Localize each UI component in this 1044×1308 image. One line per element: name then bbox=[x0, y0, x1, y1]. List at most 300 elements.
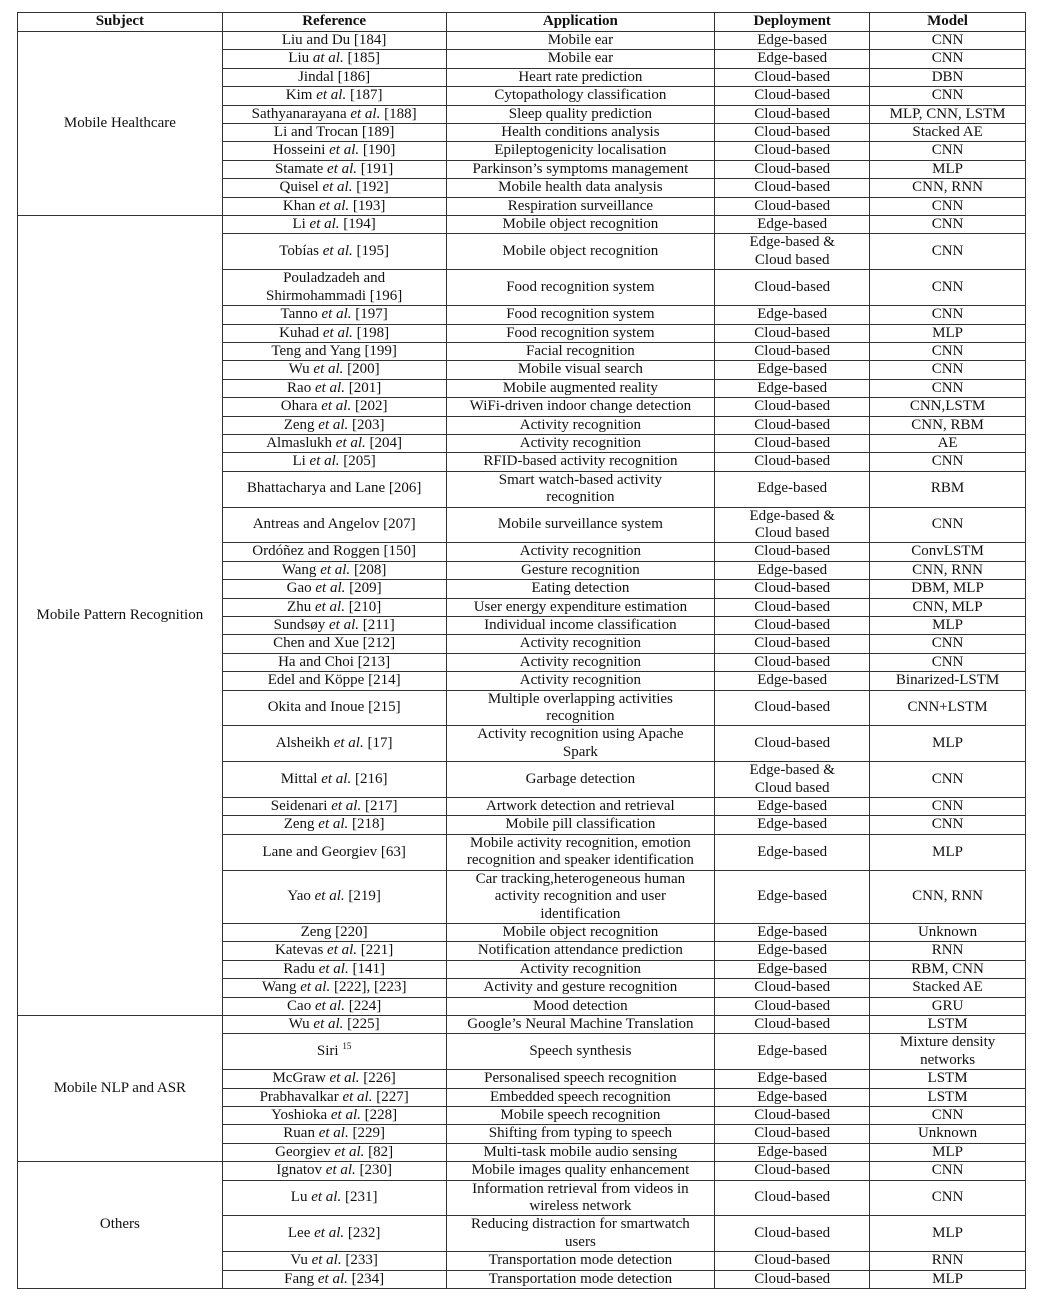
reference-cell bbox=[222, 598, 446, 616]
model-cell: RNN bbox=[870, 1252, 1026, 1270]
reference-cell bbox=[222, 471, 446, 507]
deployment-cell: Edge-based bbox=[715, 1143, 870, 1161]
reference-citation: [201] bbox=[344, 379, 382, 396]
reference-cell bbox=[222, 142, 446, 160]
reference-et-al: et al. bbox=[322, 324, 353, 341]
application-cell: Car tracking,heterogeneous human activity recognition and user identification bbox=[446, 870, 715, 923]
deployment-cell: Cloud-based bbox=[715, 434, 870, 452]
application-cell: WiFi-driven indoor change detection bbox=[446, 398, 715, 416]
reference-et-al: et al. bbox=[317, 1270, 348, 1287]
reference-authors: Stamate bbox=[274, 160, 328, 177]
model-cell: MLP, CNN, LSTM bbox=[870, 105, 1026, 123]
reference-authors: Ordóñez and Roggen [150] bbox=[252, 543, 416, 560]
model-cell: RBM bbox=[870, 471, 1026, 507]
subject-cell: Mobile Pattern Recognition bbox=[18, 216, 223, 1016]
application-cell: Epileptogenicity localisation bbox=[446, 142, 715, 160]
deployment-cell: Cloud-based bbox=[715, 179, 870, 197]
reference-cell bbox=[222, 1180, 446, 1216]
reference-cell bbox=[222, 1216, 446, 1252]
application-cell: Google’s Neural Machine Translation bbox=[446, 1015, 715, 1033]
reference-citation: [202] bbox=[351, 398, 388, 415]
model-cell: CNN bbox=[870, 798, 1026, 816]
model-cell: Unknown bbox=[870, 923, 1026, 941]
deployment-cell: Edge-based bbox=[715, 672, 870, 690]
reference-citation: [187] bbox=[346, 87, 383, 104]
reference-citation: [211] bbox=[359, 617, 395, 633]
reference-authors: Li bbox=[292, 453, 310, 470]
application-cell: Mobile object recognition bbox=[446, 216, 715, 234]
reference-citation: [217] bbox=[361, 798, 398, 815]
reference-et-al: et al. bbox=[325, 1162, 356, 1179]
reference-citation: [228] bbox=[360, 1106, 398, 1123]
reference-citation: [197] bbox=[351, 306, 388, 323]
model-cell: CNN bbox=[870, 142, 1026, 160]
header-deployment: Deployment bbox=[715, 13, 870, 32]
reference-cell bbox=[222, 543, 446, 561]
deployment-cell: Edge-based bbox=[715, 361, 870, 379]
application-cell: Activity recognition bbox=[446, 416, 715, 434]
model-cell: Binarized-LSTM bbox=[870, 672, 1026, 690]
reference-authors: Fang bbox=[284, 1270, 318, 1287]
reference-cell bbox=[222, 960, 446, 978]
header-row bbox=[18, 13, 1026, 32]
application-cell: Speech synthesis bbox=[446, 1034, 715, 1070]
reference-authors: Katevas bbox=[274, 942, 328, 959]
reference-authors: Antreas and Angelov [207] bbox=[252, 516, 416, 533]
reference-cell bbox=[222, 197, 446, 215]
deployment-cell: Cloud-based bbox=[715, 617, 870, 635]
application-cell: Reducing distraction for smartwatch users bbox=[446, 1216, 715, 1252]
application-cell: Activity recognition bbox=[446, 672, 715, 690]
application-cell: Smart watch-based activity recognition bbox=[446, 471, 715, 507]
deployment-cell: Edge-based bbox=[715, 834, 870, 870]
model-cell: DBN bbox=[870, 68, 1026, 86]
reference-authors: Ohara bbox=[280, 398, 322, 415]
application-cell: Activity recognition bbox=[446, 960, 715, 978]
model-cell: CNN+LSTM bbox=[870, 690, 1026, 726]
reference-et-al: et al. bbox=[322, 179, 353, 196]
reference-authors: Seidenari bbox=[270, 798, 332, 815]
reference-cell bbox=[222, 342, 446, 360]
application-cell: Activity recognition using Apache Spark bbox=[446, 726, 715, 762]
reference-et-al: et al. bbox=[309, 216, 340, 233]
model-cell: CNN bbox=[870, 216, 1026, 234]
reference-citation: [225] bbox=[343, 1015, 380, 1032]
reference-cell bbox=[222, 507, 446, 543]
reference-citation: [82] bbox=[364, 1143, 394, 1160]
reference-cell bbox=[222, 160, 446, 178]
model-cell: CNN,LSTM bbox=[870, 398, 1026, 416]
reference-cell bbox=[222, 726, 446, 762]
deployment-cell: Cloud-based bbox=[715, 979, 870, 997]
reference-authors: Khan bbox=[282, 197, 320, 214]
model-cell: Unknown bbox=[870, 1125, 1026, 1143]
deployment-cell: Cloud-based bbox=[715, 197, 870, 215]
applications-table bbox=[17, 12, 1026, 1289]
model-cell: MLP bbox=[870, 1143, 1026, 1161]
reference-citation: [190] bbox=[359, 142, 396, 159]
deployment-cell: Cloud-based bbox=[715, 1270, 870, 1288]
reference-cell bbox=[222, 1106, 446, 1124]
application-cell: Activity recognition bbox=[446, 543, 715, 561]
deployment-cell: Edge-based bbox=[715, 816, 870, 834]
reference-authors: Sathyanarayana bbox=[251, 105, 351, 122]
model-cell: CNN bbox=[870, 1162, 1026, 1180]
model-cell: CNN bbox=[870, 306, 1026, 324]
model-cell: CNN bbox=[870, 197, 1026, 215]
deployment-cell: Cloud-based bbox=[715, 124, 870, 142]
reference-authors: Vu bbox=[290, 1252, 312, 1269]
reference-authors: Ignatov bbox=[276, 1162, 326, 1179]
reference-authors: Chen and Xue [212] bbox=[273, 635, 396, 652]
reference-authors: Tanno bbox=[280, 306, 322, 323]
subject-cell: Mobile Healthcare bbox=[18, 32, 223, 216]
reference-cell bbox=[222, 324, 446, 342]
reference-authors: Radu bbox=[283, 960, 319, 977]
reference-authors: Zeng [220] bbox=[300, 923, 368, 940]
application-cell: Parkinson’s symptoms management bbox=[446, 160, 715, 178]
deployment-cell: Edge-based bbox=[715, 306, 870, 324]
reference-et-al: et al. bbox=[318, 816, 349, 833]
reference-authors: Edel and Köppe [214] bbox=[267, 672, 401, 689]
reference-authors: McGraw bbox=[272, 1070, 330, 1087]
model-cell: CNN, MLP bbox=[870, 598, 1026, 616]
header-reference: Reference bbox=[222, 13, 446, 32]
reference-cell bbox=[222, 124, 446, 142]
reference-cell bbox=[222, 1125, 446, 1143]
reference-citation: [208] bbox=[350, 561, 387, 578]
application-cell: Mobile ear bbox=[446, 32, 715, 50]
model-cell: CNN bbox=[870, 1106, 1026, 1124]
reference-cell bbox=[222, 942, 446, 960]
reference-cell bbox=[222, 32, 446, 50]
application-cell: Food recognition system bbox=[446, 270, 715, 306]
reference-authors: Yoshioka bbox=[271, 1106, 331, 1123]
reference-citation: [226] bbox=[359, 1070, 396, 1087]
reference-authors: Quisel bbox=[279, 179, 323, 196]
reference-authors: Lee bbox=[287, 1225, 315, 1242]
reference-authors: Ruan bbox=[283, 1125, 319, 1142]
application-cell: RFID-based activity recognition bbox=[446, 453, 715, 471]
model-cell: MLP bbox=[870, 160, 1026, 178]
reference-authors: Pouladzadeh and Shirmohammadi [196] bbox=[266, 270, 403, 304]
application-cell: Personalised speech recognition bbox=[446, 1070, 715, 1088]
reference-et-al: et al. bbox=[319, 197, 350, 214]
application-cell: Mobile pill classification bbox=[446, 816, 715, 834]
reference-authors: Wang bbox=[261, 979, 301, 996]
reference-et-al: et al. bbox=[331, 798, 362, 815]
reference-et-al: et al. bbox=[313, 361, 344, 378]
reference-cell bbox=[222, 580, 446, 598]
reference-citation: [227] bbox=[372, 1088, 409, 1105]
deployment-cell: Cloud-based bbox=[715, 543, 870, 561]
reference-et-al: at al. bbox=[312, 50, 344, 67]
application-cell: Activity recognition bbox=[446, 434, 715, 452]
reference-et-al: et al. bbox=[318, 1125, 349, 1142]
deployment-cell: Cloud-based bbox=[715, 453, 870, 471]
model-cell: CNN bbox=[870, 635, 1026, 653]
deployment-cell: Edge-based bbox=[715, 50, 870, 68]
deployment-cell: Edge-based & Cloud based bbox=[715, 234, 870, 270]
reference-et-al: et al. bbox=[329, 142, 360, 159]
reference-citation: [204] bbox=[365, 434, 403, 451]
reference-et-al: et al. bbox=[330, 1106, 361, 1123]
application-cell: Mobile object recognition bbox=[446, 923, 715, 941]
reference-citation: [233] bbox=[341, 1252, 378, 1269]
application-cell: Activity recognition bbox=[446, 635, 715, 653]
reference-et-al: et al. bbox=[311, 1189, 342, 1206]
table-row bbox=[18, 216, 1026, 234]
reference-et-al: et al. bbox=[313, 1015, 344, 1032]
reference-cell bbox=[222, 617, 446, 635]
application-cell: Artwork detection and retrieval bbox=[446, 798, 715, 816]
reference-cell bbox=[222, 635, 446, 653]
reference-cell bbox=[222, 234, 446, 270]
table-body bbox=[18, 32, 1026, 1289]
reference-citation: [17] bbox=[363, 735, 393, 752]
reference-cell bbox=[222, 979, 446, 997]
deployment-cell: Cloud-based bbox=[715, 1106, 870, 1124]
application-cell: Multiple overlapping activities recognition bbox=[446, 690, 715, 726]
reference-et-al: et al. bbox=[314, 1225, 345, 1242]
reference-citation: [205] bbox=[339, 453, 376, 470]
reference-authors: Li and Trocan [189] bbox=[273, 124, 395, 141]
reference-authors: Jindal [186] bbox=[298, 68, 371, 85]
reference-citation: [221] bbox=[357, 942, 394, 959]
application-cell: Cytopathology classification bbox=[446, 87, 715, 105]
deployment-cell: Cloud-based bbox=[715, 398, 870, 416]
reference-et-al: et al. bbox=[315, 580, 346, 597]
reference-citation: [193] bbox=[349, 197, 386, 214]
reference-authors: Alsheikh bbox=[275, 735, 334, 752]
reference-authors: Cao bbox=[287, 997, 315, 1014]
reference-et-al: et al. bbox=[316, 87, 347, 104]
reference-citation: [191] bbox=[357, 160, 394, 177]
reference-et-al: et al. bbox=[329, 617, 359, 633]
model-cell: MLP bbox=[870, 617, 1026, 635]
deployment-cell: Edge-based bbox=[715, 1070, 870, 1088]
reference-cell bbox=[222, 1252, 446, 1270]
application-cell: Mobile object recognition bbox=[446, 234, 715, 270]
deployment-cell: Edge-based bbox=[715, 471, 870, 507]
reference-citation: [198] bbox=[352, 324, 390, 341]
reference-cell bbox=[222, 1034, 446, 1070]
reference-et-al: et al. bbox=[322, 243, 353, 260]
model-cell: CNN bbox=[870, 1180, 1026, 1216]
header-model: Model bbox=[870, 13, 1026, 32]
deployment-cell: Cloud-based bbox=[715, 416, 870, 434]
reference-authors: Gao bbox=[286, 580, 316, 597]
application-cell: Information retrieval from videos in wireless network bbox=[446, 1180, 715, 1216]
table-row bbox=[18, 1015, 1026, 1033]
reference-et-al: et al. bbox=[335, 434, 366, 451]
model-cell: CNN bbox=[870, 507, 1026, 543]
deployment-cell: Edge-based bbox=[715, 798, 870, 816]
reference-citation: [192] bbox=[352, 179, 389, 196]
model-cell: CNN, RNN bbox=[870, 870, 1026, 923]
model-cell: CNN bbox=[870, 234, 1026, 270]
header-subject: Subject bbox=[18, 13, 223, 32]
deployment-cell: Cloud-based bbox=[715, 68, 870, 86]
reference-cell bbox=[222, 672, 446, 690]
reference-cell bbox=[222, 1015, 446, 1033]
reference-cell bbox=[222, 50, 446, 68]
deployment-cell: Edge-based & Cloud based bbox=[715, 762, 870, 798]
application-cell: Mobile speech recognition bbox=[446, 1106, 715, 1124]
reference-authors: Lane and Georgiev [63] bbox=[262, 843, 406, 860]
model-cell: Stacked AE bbox=[870, 124, 1026, 142]
reference-citation: [194] bbox=[339, 216, 376, 233]
deployment-cell: Cloud-based bbox=[715, 160, 870, 178]
reference-et-al: et al. bbox=[329, 1070, 360, 1087]
reference-citation: [234] bbox=[347, 1270, 385, 1287]
deployment-cell: Cloud-based bbox=[715, 690, 870, 726]
deployment-cell: Edge-based bbox=[715, 561, 870, 579]
application-cell: Mobile surveillance system bbox=[446, 507, 715, 543]
reference-citation: [232] bbox=[344, 1225, 381, 1242]
reference-cell bbox=[222, 762, 446, 798]
reference-authors: Wu bbox=[288, 361, 314, 378]
reference-et-al: et al. bbox=[327, 942, 358, 959]
reference-citation: [230] bbox=[355, 1162, 393, 1179]
reference-citation: [200] bbox=[343, 361, 380, 378]
application-cell: Garbage detection bbox=[446, 762, 715, 798]
reference-citation: [195] bbox=[352, 243, 390, 260]
model-cell: CNN bbox=[870, 816, 1026, 834]
model-cell: CNN bbox=[870, 653, 1026, 671]
reference-et-al: et al. bbox=[342, 1088, 373, 1105]
application-cell: Sleep quality prediction bbox=[446, 105, 715, 123]
table-row bbox=[18, 32, 1026, 50]
reference-cell bbox=[222, 379, 446, 397]
reference-authors: Almaslukh bbox=[266, 434, 336, 451]
reference-authors: Sundsøy bbox=[273, 617, 329, 633]
reference-cell bbox=[222, 1070, 446, 1088]
reference-cell bbox=[222, 270, 446, 306]
application-cell: Eating detection bbox=[446, 580, 715, 598]
subject-cell: Mobile NLP and ASR bbox=[18, 1015, 223, 1161]
model-cell: LSTM bbox=[870, 1088, 1026, 1106]
reference-authors: Prabhavalkar bbox=[259, 1088, 343, 1105]
reference-et-al: et al. bbox=[334, 1143, 365, 1160]
reference-citation: [185] bbox=[343, 50, 380, 67]
reference-cell bbox=[222, 1143, 446, 1161]
application-cell: Individual income classification bbox=[446, 617, 715, 635]
table-row bbox=[18, 1162, 1026, 1180]
application-cell: Multi-task mobile audio sensing bbox=[446, 1143, 715, 1161]
reference-authors: Hosseini bbox=[272, 142, 330, 159]
reference-cell bbox=[222, 653, 446, 671]
deployment-cell: Cloud-based bbox=[715, 342, 870, 360]
reference-et-al: et al. bbox=[318, 960, 349, 977]
model-cell: CNN bbox=[870, 50, 1026, 68]
reference-citation: [218] bbox=[348, 816, 385, 833]
model-cell: Mixture density networks bbox=[870, 1034, 1026, 1070]
reference-cell bbox=[222, 798, 446, 816]
deployment-cell: Cloud-based bbox=[715, 598, 870, 616]
model-cell: DBM, MLP bbox=[870, 580, 1026, 598]
deployment-cell: Cloud-based bbox=[715, 635, 870, 653]
deployment-cell: Edge-based bbox=[715, 32, 870, 50]
reference-citation: [229] bbox=[348, 1125, 385, 1142]
subject-cell: Others bbox=[18, 1162, 223, 1289]
reference-authors: Zeng bbox=[283, 816, 319, 833]
reference-et-al: et al. bbox=[318, 416, 349, 433]
model-cell: MLP bbox=[870, 324, 1026, 342]
reference-cell bbox=[222, 68, 446, 86]
reference-citation: [222], [223] bbox=[330, 979, 407, 996]
reference-cell bbox=[222, 416, 446, 434]
reference-authors: Liu and Du [184] bbox=[281, 32, 387, 48]
reference-cell bbox=[222, 398, 446, 416]
reference-et-al: et al. bbox=[314, 888, 345, 905]
deployment-cell: Cloud-based bbox=[715, 1125, 870, 1143]
model-cell: CNN bbox=[870, 87, 1026, 105]
model-cell: MLP bbox=[870, 726, 1026, 762]
reference-authors: Kim bbox=[285, 87, 317, 104]
reference-authors: Ha and Choi [213] bbox=[278, 653, 391, 670]
reference-cell bbox=[222, 87, 446, 105]
reference-authors: Li bbox=[292, 216, 310, 233]
reference-et-al: et al. bbox=[300, 979, 331, 996]
reference-authors: Kuhad bbox=[279, 324, 323, 341]
reference-cell bbox=[222, 561, 446, 579]
application-cell: Health conditions analysis bbox=[446, 124, 715, 142]
application-cell: Gesture recognition bbox=[446, 561, 715, 579]
reference-cell bbox=[222, 216, 446, 234]
reference-citation: [209] bbox=[345, 580, 382, 597]
reference-authors: Wu bbox=[288, 1015, 314, 1032]
reference-et-al: et al. bbox=[321, 398, 352, 415]
model-cell: AE bbox=[870, 434, 1026, 452]
application-cell: Embedded speech recognition bbox=[446, 1088, 715, 1106]
application-cell: Heart rate prediction bbox=[446, 68, 715, 86]
deployment-cell: Cloud-based bbox=[715, 105, 870, 123]
deployment-cell: Edge-based bbox=[715, 216, 870, 234]
deployment-cell: Cloud-based bbox=[715, 1015, 870, 1033]
deployment-cell: Cloud-based bbox=[715, 997, 870, 1015]
deployment-cell: Cloud-based bbox=[715, 87, 870, 105]
application-cell: Food recognition system bbox=[446, 324, 715, 342]
model-cell: CNN bbox=[870, 453, 1026, 471]
model-cell: Stacked AE bbox=[870, 979, 1026, 997]
model-cell: CNN, RNN bbox=[870, 179, 1026, 197]
reference-et-al: et al. bbox=[309, 453, 340, 470]
reference-cell bbox=[222, 1162, 446, 1180]
reference-authors: Tobías bbox=[279, 243, 323, 260]
reference-authors: Wang bbox=[281, 561, 321, 578]
reference-et-al: et al. bbox=[311, 1252, 342, 1269]
reference-cell bbox=[222, 306, 446, 324]
reference-et-al: et al. bbox=[314, 379, 345, 396]
application-cell: Facial recognition bbox=[446, 342, 715, 360]
reference-et-al: et al. bbox=[321, 770, 352, 787]
deployment-cell: Edge-based bbox=[715, 923, 870, 941]
reference-citation: [216] bbox=[351, 770, 388, 787]
deployment-cell: Cloud-based bbox=[715, 324, 870, 342]
reference-et-al: et al. bbox=[320, 561, 351, 578]
model-cell: MLP bbox=[870, 1216, 1026, 1252]
reference-cell bbox=[222, 1088, 446, 1106]
deployment-cell: Cloud-based bbox=[715, 1216, 870, 1252]
reference-citation: [141] bbox=[348, 960, 385, 977]
application-cell: Activity and gesture recognition bbox=[446, 979, 715, 997]
reference-authors: Zhu bbox=[287, 598, 315, 615]
reference-citation: [188] bbox=[380, 105, 417, 122]
reference-et-al: et al. bbox=[314, 997, 345, 1014]
reference-cell bbox=[222, 997, 446, 1015]
reference-authors: Yao bbox=[287, 888, 315, 905]
